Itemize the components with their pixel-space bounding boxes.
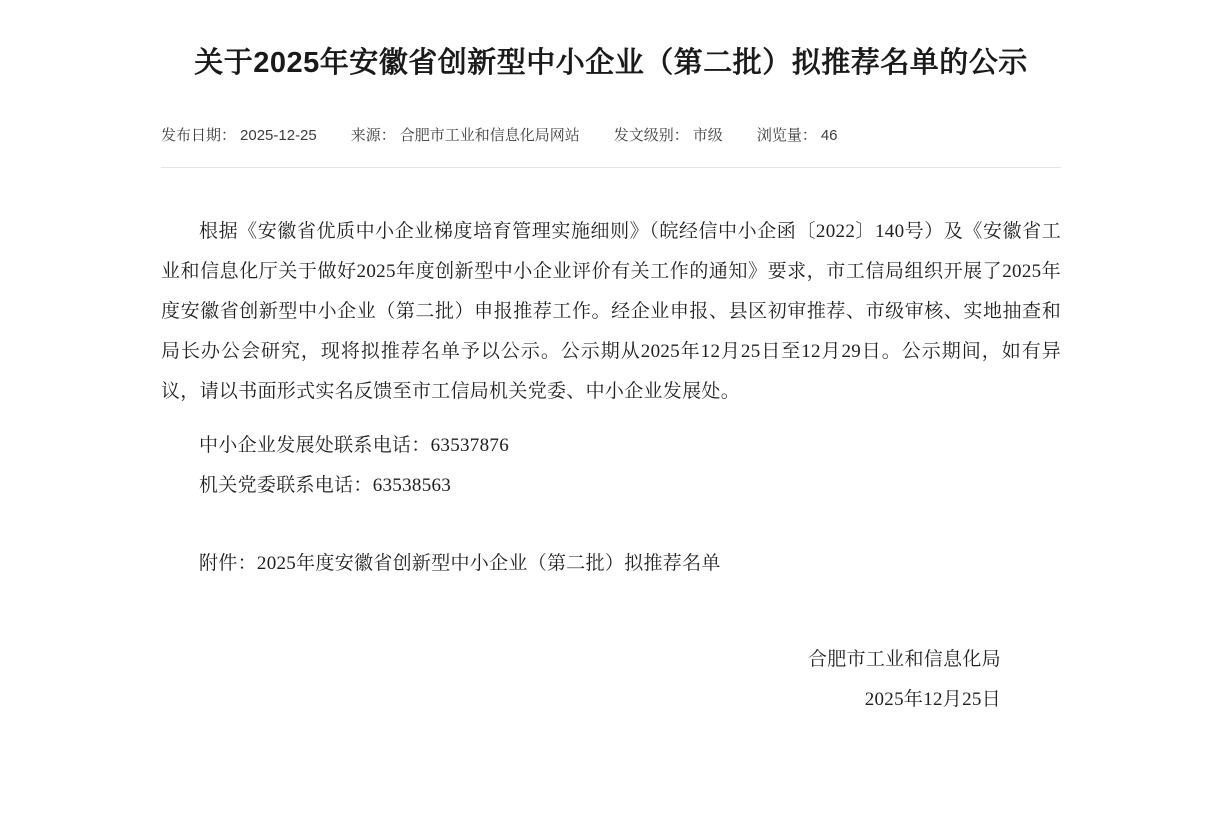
attachment-line: 附件：2025年度安徽省创新型中小企业（第二批）拟推荐名单 — [199, 553, 721, 574]
meta-views-value: 46 — [820, 127, 838, 144]
meta-level — [614, 124, 723, 145]
meta-views — [757, 124, 838, 145]
signature-organization: 合肥市工业和信息化局 — [807, 649, 1001, 670]
meta-publish-date-value: 2025-12-25 — [240, 127, 317, 144]
signature-date: 2025年12月25日 — [864, 689, 1001, 710]
meta-publish-date-label: 发布日期： — [161, 127, 237, 144]
meta-source — [351, 124, 580, 145]
meta-views-label: 浏览量： — [756, 127, 817, 144]
document-signature — [161, 640, 1061, 720]
paragraph-contact-party: 机关党委联系电话：63538563 — [199, 475, 452, 496]
paragraph-main: 根据《安徽省优质中小企业梯度培育管理实施细则》（皖经信中小企函〔2022〕140号）及《安徽省工业和信息化厅关于做好2025年度创新型中小企业评价有关工作的通知》要求，市工信局组织开展了2025年度安徽省创新型中小企业（第二批）申报推荐工作。经企业申报、县区初审推荐、市级审核、实地抽查和局长办公会研究，现将拟推荐名单予以公示。公示期从2025年12月25日至12月29日。公示期间，如有异议，请以书面形式实名反馈至市工信局机关党委、中小企业发展处。 — [161, 221, 1061, 402]
meta-source-label: 来源： — [350, 127, 396, 144]
document-meta-bar — [161, 124, 1061, 168]
article-container — [161, 0, 1061, 720]
meta-level-value: 市级 — [692, 127, 723, 144]
meta-publish-date — [161, 124, 317, 145]
paragraph-contact-sme: 中小企业发展处联系电话：63537876 — [199, 435, 510, 456]
document-body — [161, 212, 1061, 584]
attachment-spacer — [161, 506, 1061, 544]
meta-level-label: 发文级别： — [613, 127, 689, 144]
page-title: 关于2025年安徽省创新型中小企业（第二批）拟推荐名单的公示 — [194, 47, 1028, 79]
paragraph-spacer — [161, 412, 1061, 426]
meta-source-value: 合肥市工业和信息化局网站 — [399, 127, 580, 144]
